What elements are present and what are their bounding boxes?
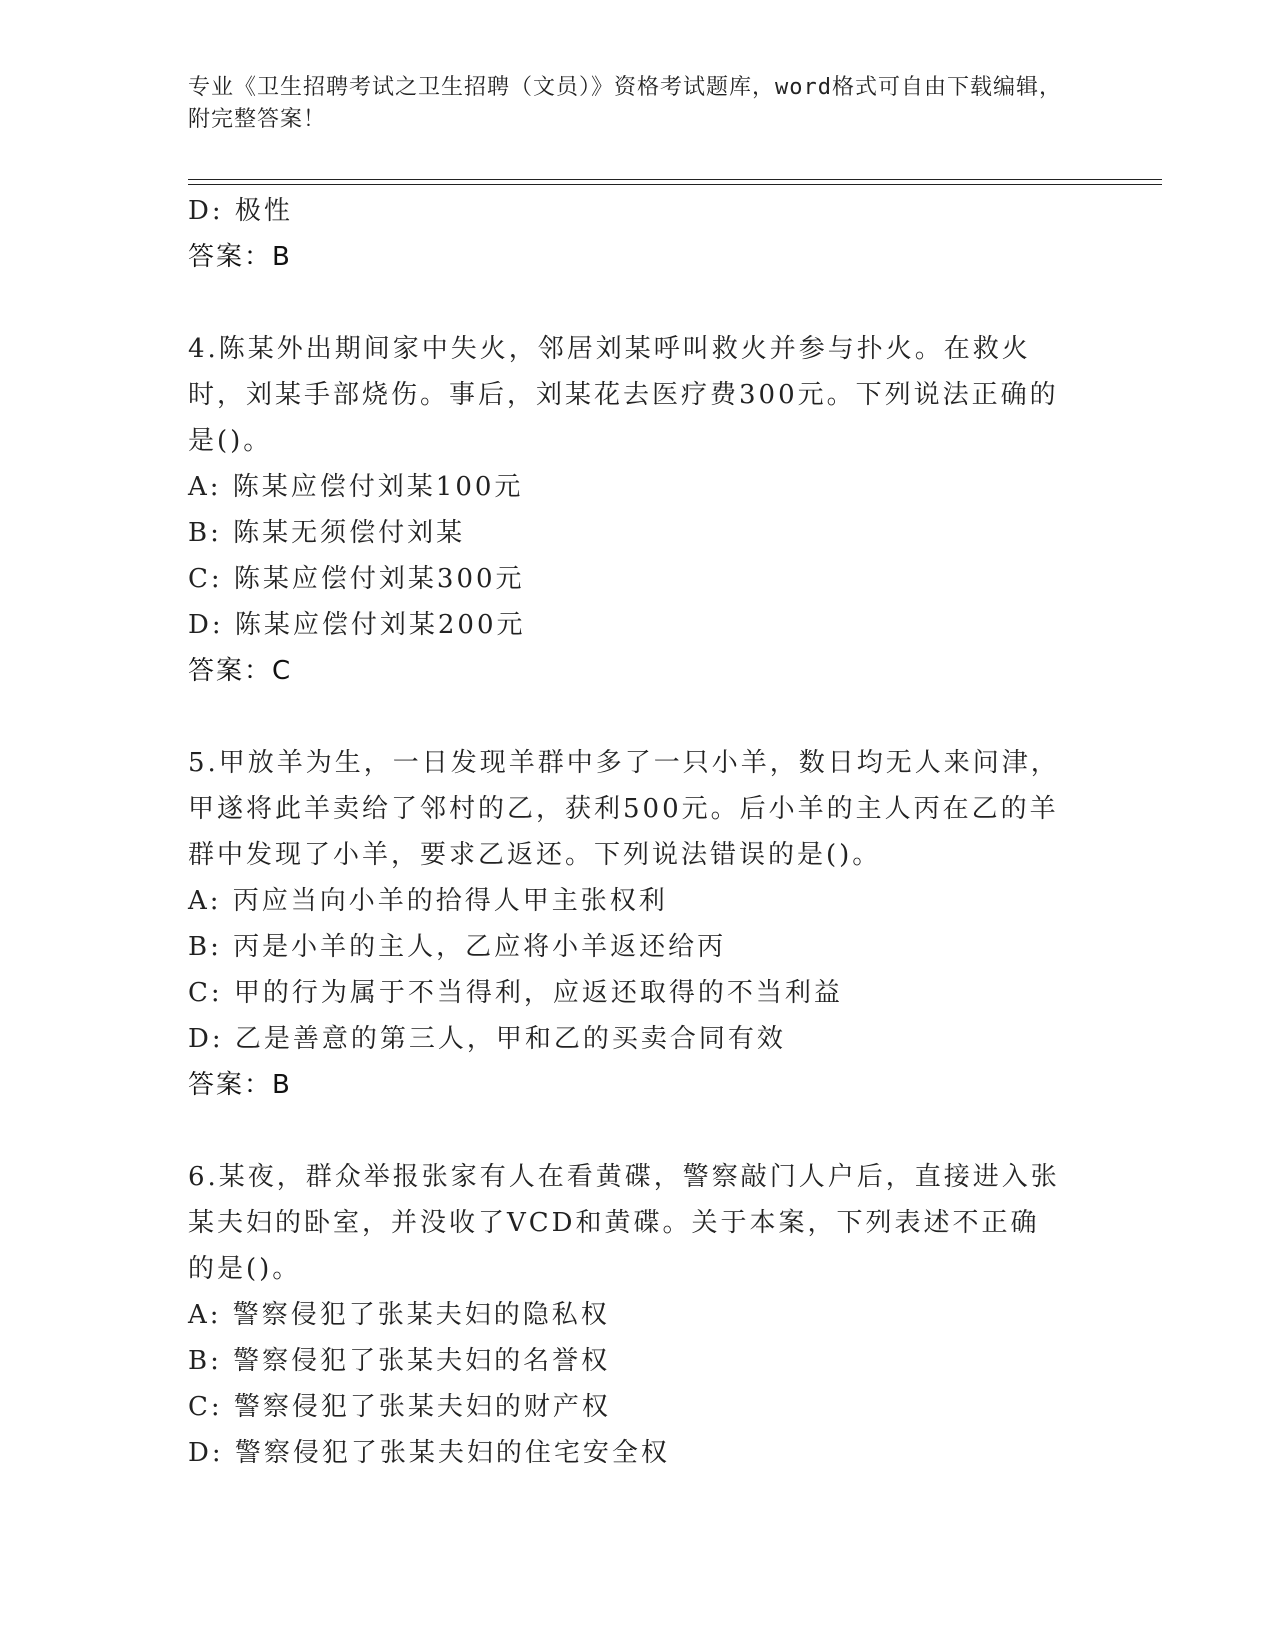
question-4-stem: 4.陈某外出期间家中失火，邻居刘某呼叫救火并参与扑火。在救火时，刘某手部烧伤。事后，刘某花去医疗费300元。下列说法正确的是()。 [188,334,1059,456]
question-6-option-d: D: 警察侵犯了张某夫妇的住宅安全权 [188,1438,670,1468]
document-header [188,72,1068,136]
header-text: 专业《卫生招聘考试之卫生招聘（文员）》资格考试题库，word格式可自由下载编辑，附完整答案！ [188,75,1062,132]
question-content [188,188,1068,1476]
question-6-option-b: B: 警察侵犯了张某夫妇的名誉权 [188,1346,611,1376]
spacer [188,280,1068,326]
spacer [188,694,1068,740]
question-6-option-a: A: 警察侵犯了张某夫妇的隐私权 [188,1300,610,1330]
header-rule-bottom [188,184,1162,185]
question-4 [188,326,1068,694]
question-5 [188,740,1068,1108]
question-4-option-b: B: 陈某无须偿付刘某 [188,518,466,548]
question-4-option-d: D: 陈某应偿付刘某200元 [188,610,526,640]
question-5-stem: 5.甲放羊为生，一日发现羊群中多了一只小羊，数日均无人来问津，甲遂将此羊卖给了邻村的乙，获利500元。后小羊的主人丙在乙的羊群中发现了小羊，要求乙返还。下列说法错误的是()。 [188,748,1060,870]
question-6 [188,1154,1068,1476]
prev-option-d: D: 极性 [188,196,293,226]
spacer [188,1108,1068,1154]
question-4-answer: 答案：C [188,656,293,686]
question-6-stem: 6.某夜，群众举报张家有人在看黄碟，警察敲门人户后，直接进入张某夫妇的卧室，并没收了VCD和黄碟。关于本案，下列表述不正确的是()。 [188,1162,1060,1284]
prev-answer: 答案：B [188,242,292,272]
question-4-option-c: C: 陈某应偿付刘某300元 [188,564,525,594]
question-5-option-b: B: 丙是小羊的主人，乙应将小羊返还给丙 [188,932,727,962]
question-5-option-c: C: 甲的行为属于不当得利，应返还取得的不当利益 [188,978,843,1008]
header-rule-top [188,179,1162,180]
question-6-option-c: C: 警察侵犯了张某夫妇的财产权 [188,1392,611,1422]
question-4-option-a: A: 陈某应偿付刘某100元 [188,472,524,502]
question-5-option-d: D: 乙是善意的第三人，甲和乙的买卖合同有效 [188,1024,786,1054]
question-5-option-a: A: 丙应当向小羊的拾得人甲主张权利 [188,886,668,916]
question-5-answer: 答案：B [188,1070,292,1100]
